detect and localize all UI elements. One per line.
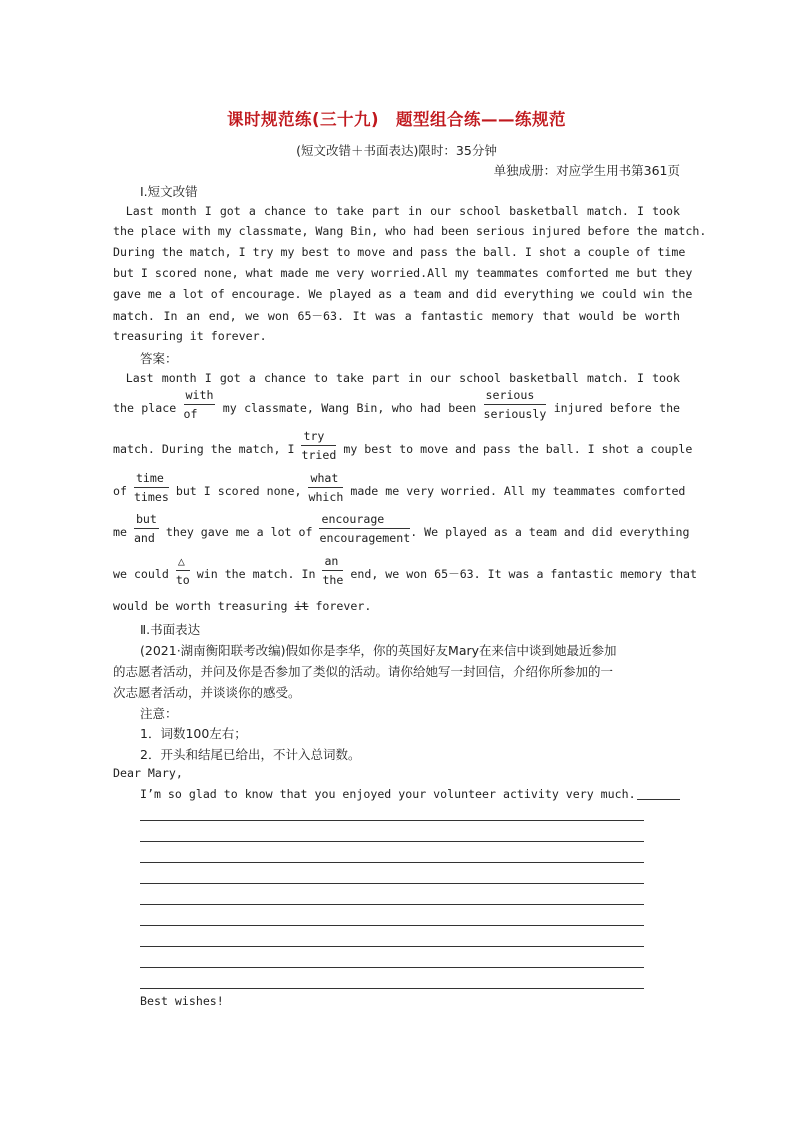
page-title: 课时规范练(三十九) 题型组合练——练规范	[226, 110, 567, 129]
correction: $\frac{\text{serious}}{\text{seriously}}$	[483, 388, 547, 421]
correction: $\frac{\text{time}}{\text{times}}$	[133, 471, 169, 504]
writing-prompt: 次志愿者活动，并谈谈你的感受。	[113, 685, 301, 700]
answer-line: would be worth treasuring it forever.	[113, 599, 372, 613]
answer-label: 答案：	[140, 351, 178, 366]
writing-line	[140, 841, 644, 842]
answer-line: the place $\frac{\text{with}}{of}$ my classmate, Wang Bin, who had been $\frac{\text{serious}}{\text{seriously}}$ injured before the	[113, 388, 681, 421]
passage-line: treasuring it forever.	[113, 329, 267, 343]
answer-line: me $\frac{\text{but}}{\text{and}}$ they gave me a lot of $\frac{\text{encourage}}{\text{encouragement}}$ . We played as a team and did everything	[113, 512, 690, 545]
answer-line: of $\frac{\text{time}}{\text{times}}$ but I scored none, $\frac{\text{what}}{\text{which}}$ made me very worried. All my teammates comforted	[113, 471, 686, 504]
answer-blank	[637, 799, 680, 800]
writing-line	[140, 820, 644, 821]
book-reference: 单独成册：对应学生用书第361页	[493, 163, 680, 178]
writing-line	[140, 883, 644, 884]
answer-line: Last month I got a chance to take part in our school basketball match. I took	[113, 371, 680, 385]
correction: $\frac{\text{but}}{\text{and}}$	[133, 512, 157, 545]
passage-line: Last month I got a chance to take part in our school basketball match. I took	[113, 204, 680, 218]
writing-line	[140, 925, 644, 926]
letter-salutation: Dear Mary,	[113, 766, 183, 780]
passage-line: the place with my classmate, Wang Bin, who had been serious injured before the match.	[113, 224, 707, 238]
section-heading-writing: Ⅱ.书面表达	[140, 622, 201, 637]
writing-line	[140, 862, 644, 863]
note-item: 2．开头和结尾已给出，不计入总词数。	[140, 747, 361, 762]
note-item: 1．词数100左右；	[140, 726, 247, 741]
passage-line: During the match, I try my best to move and pass the ball. I shot a couple of time	[113, 245, 686, 259]
passage-line: match. In an end, we won 65－63. It was a fantastic memory that would be worth	[113, 309, 680, 323]
page-subtitle: (短文改错＋书面表达)限时：35分钟	[296, 143, 497, 158]
writing-line	[140, 946, 644, 947]
correction: $\frac{\text{try}}{\text{tried}}$	[301, 429, 337, 462]
note-label: 注意：	[140, 706, 178, 721]
answer-line: match. During the match, I $\frac{\text{try}}{\text{tried}}$ my best to move and pass the ball. I shot a couple	[113, 429, 693, 462]
writing-prompt: (2021·湖南衡阳联考改编)假如你是李华，你的英国好友Mary在来信中谈到她最近参加	[140, 643, 617, 658]
writing-line	[140, 967, 644, 968]
deleted-word: it	[294, 599, 309, 613]
passage-line: but I scored none, what made me very worried.All my teammates comforted me but they	[113, 266, 693, 280]
writing-prompt: 的志愿者活动，并问及你是否参加了类似的活动。请你给她写一封回信，介绍你所参加的一	[113, 664, 614, 679]
passage-line: gave me a lot of encourage. We played as a team and did everything we could win the	[113, 287, 693, 301]
correction: $\frac{\text{what}}{\text{which}}$	[308, 471, 344, 504]
correction-insert: $\frac{\triangle}{to}$	[175, 554, 190, 587]
correction: $\frac{an}{\text{the}}$	[322, 554, 344, 587]
correction: $\frac{\text{with}}{of}$	[183, 388, 214, 421]
section-heading-error-correction: Ⅰ.短文改错	[140, 184, 198, 199]
answer-line: we could $\frac{\triangle}{to}$ win the match. In $\frac{an}{\text{the}}$ end, we won 65－63. It was a fantastic memory that	[113, 554, 698, 587]
writing-line	[140, 988, 644, 989]
writing-line	[140, 904, 644, 905]
letter-closing: Best wishes!	[140, 994, 224, 1008]
letter-opening: I’m so glad to know that you enjoyed your volunteer activity very much.	[140, 787, 636, 801]
correction: $\frac{\text{encourage}}{\text{encouragement}}$	[319, 512, 411, 545]
